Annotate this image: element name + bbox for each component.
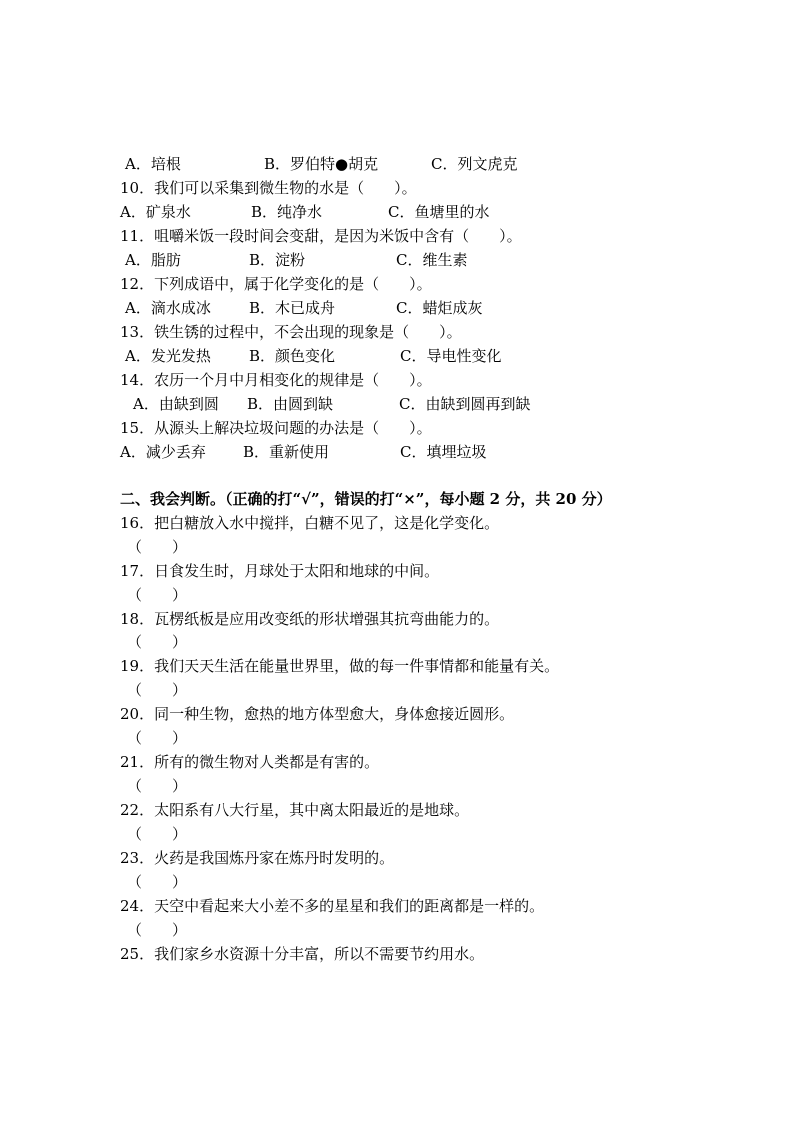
answer-blank[interactable]: （ ）	[127, 633, 188, 651]
answer-blank[interactable]: （ ）	[127, 681, 188, 699]
option-c: C．导电性变化	[400, 347, 502, 365]
answer-blank[interactable]: （ ）	[127, 729, 188, 747]
answer-blank[interactable]: （ ）	[127, 921, 188, 939]
judgement-item-18: 18．瓦楞纸板是应用改变纸的形状增强其抗弯曲能力的。	[120, 610, 500, 628]
judgement-item-17: 17．日食发生时，月球处于太阳和地球的中间。	[120, 562, 440, 580]
question-11: 11．咀嚼米饭一段时间会变甜，是因为米饭中含有（ ）。	[120, 227, 522, 245]
question-15: 15．从源头上解决垃圾问题的办法是（ ）。	[120, 419, 432, 437]
judgement-item-21: 21．所有的微生物对人类都是有害的。	[120, 753, 380, 771]
option-c: C．维生素	[396, 251, 468, 269]
judgement-item-24: 24．天空中看起来大小差不多的星星和我们的距离都是一样的。	[120, 897, 545, 915]
answer-blank[interactable]: （ ）	[127, 586, 188, 604]
answer-blank[interactable]: （ ）	[127, 538, 188, 556]
option-a: A．发光发热	[125, 347, 211, 365]
option-a: A．滴水成冰	[125, 299, 211, 317]
question-13: 13．铁生锈的过程中，不会出现的现象是（ ）。	[120, 323, 462, 341]
answer-blank[interactable]: （ ）	[127, 873, 188, 891]
option-c: C．蜡炬成灰	[396, 299, 483, 317]
question-12: 12．下列成语中，属于化学变化的是（ ）。	[120, 275, 432, 293]
option-c: C．由缺到圆再到缺	[399, 395, 531, 413]
judgement-item-16: 16．把白糖放入水中搅拌，白糖不见了，这是化学变化。	[120, 514, 500, 532]
option-a: A．脂肪	[125, 251, 181, 269]
option-a: A．由缺到圆	[133, 395, 219, 413]
section-2-heading: 二、我会判断。（正确的打“√”，错误的打“×”，每小题 2 分，共 20 分）	[120, 490, 612, 508]
option-a: A．矿泉水	[120, 203, 191, 221]
option-b: B．木已成舟	[249, 299, 336, 317]
judgement-item-23: 23．火药是我国炼丹家在炼丹时发明的。	[120, 849, 395, 867]
option-b: B．罗伯特●胡克	[264, 155, 379, 173]
question-10: 10．我们可以采集到微生物的水是（ ）。	[120, 179, 417, 197]
option-a: A．培根	[125, 155, 181, 173]
answer-blank[interactable]: （ ）	[127, 825, 188, 843]
option-c: C．填埋垃圾	[400, 443, 487, 461]
option-b: B．重新使用	[243, 443, 330, 461]
option-a: A．减少丢弃	[120, 443, 206, 461]
judgement-item-25: 25．我们家乡水资源十分丰富，所以不需要节约用水。	[120, 945, 485, 963]
option-c: C．列文虎克	[431, 155, 518, 173]
judgement-item-19: 19．我们天天生活在能量世界里，做的每一件事情都和能量有关。	[120, 657, 560, 675]
option-b: B．由圆到缺	[247, 395, 334, 413]
question-14: 14．农历一个月中月相变化的规律是（ ）。	[120, 371, 432, 389]
option-b: B．淀粉	[249, 251, 306, 269]
judgement-item-22: 22．太阳系有八大行星，其中离太阳最近的是地球。	[120, 801, 470, 819]
option-b: B．纯净水	[251, 203, 323, 221]
answer-blank[interactable]: （ ）	[127, 777, 188, 795]
option-c: C．鱼塘里的水	[388, 203, 490, 221]
judgement-item-20: 20．同一种生物，愈热的地方体型愈大，身体愈接近圆形。	[120, 705, 515, 723]
option-b: B．颜色变化	[249, 347, 336, 365]
